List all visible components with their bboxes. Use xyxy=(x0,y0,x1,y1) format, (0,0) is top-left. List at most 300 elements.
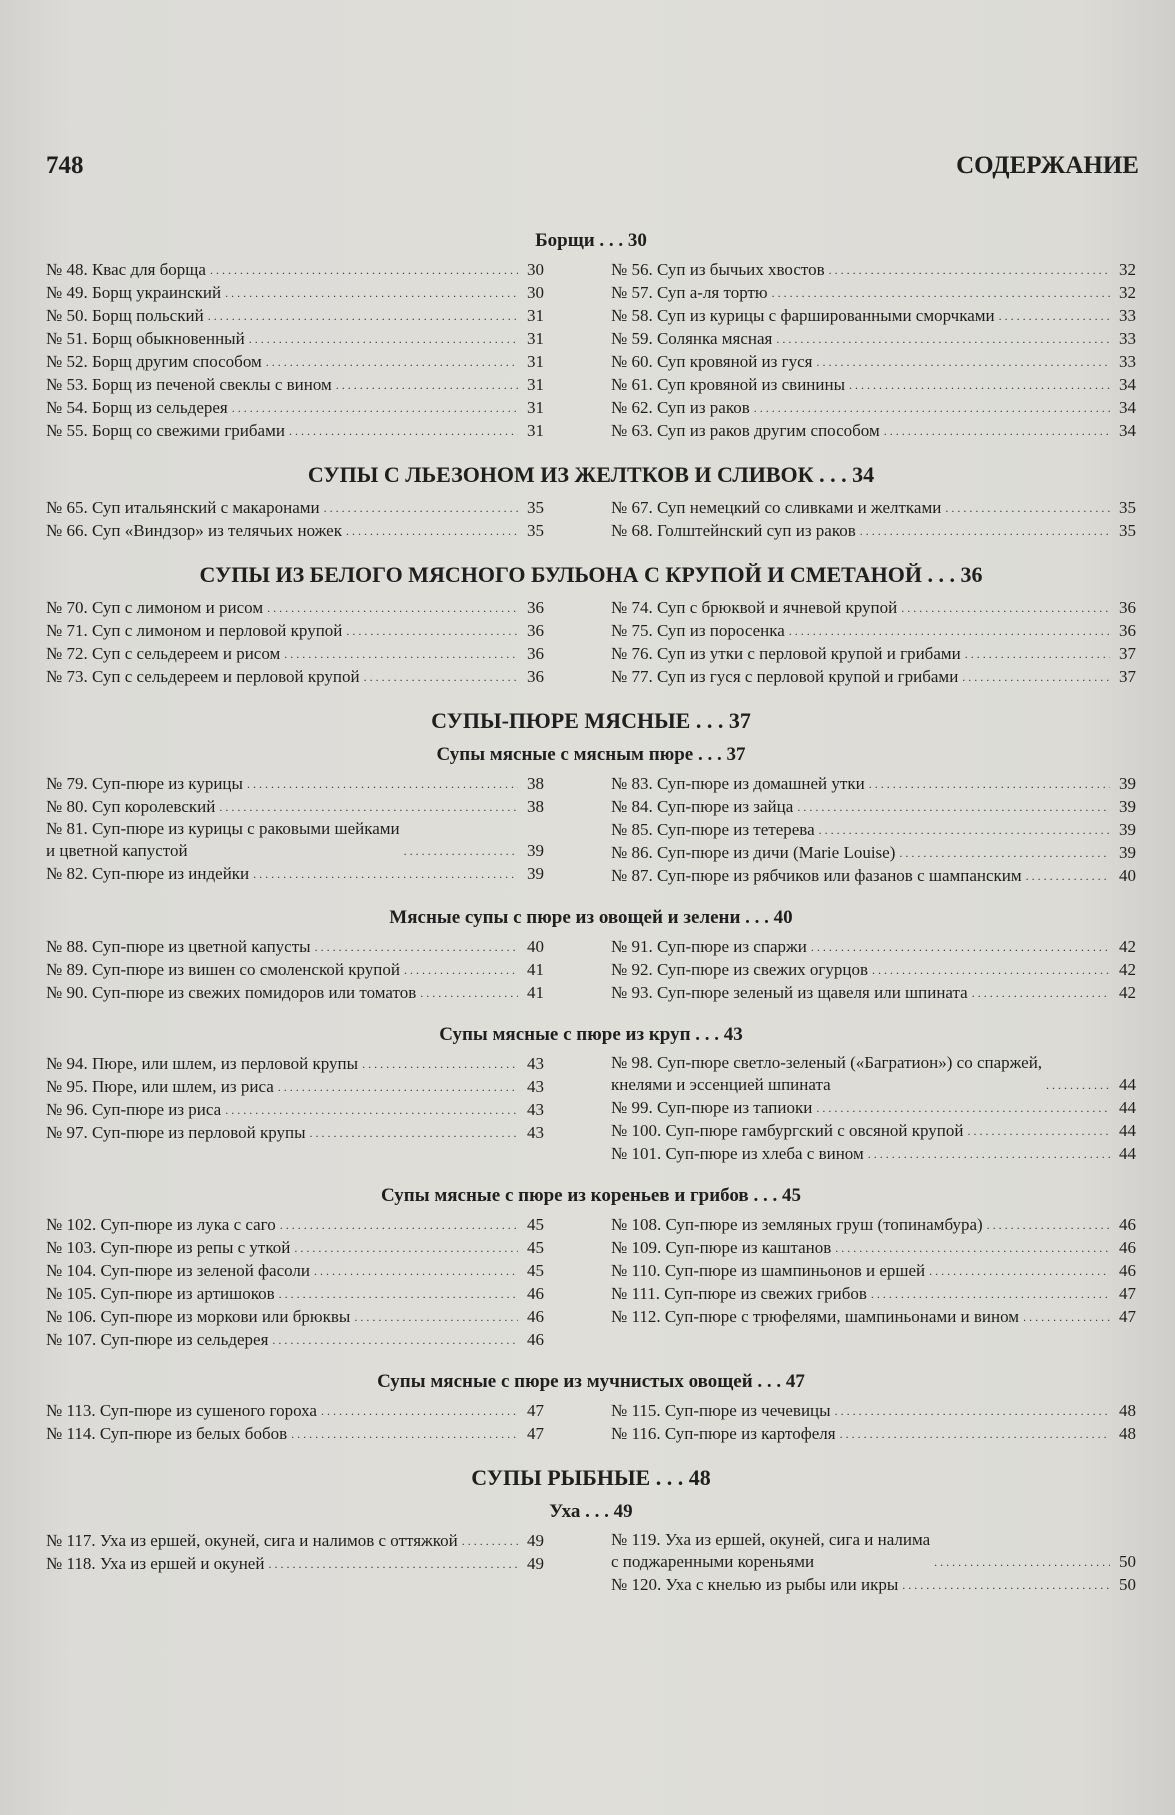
entry-page-number: 48 xyxy=(1119,1424,1136,1443)
toc-section xyxy=(46,706,1136,887)
entry-page-number: 43 xyxy=(527,1054,544,1073)
toc-entry[interactable] xyxy=(46,258,544,281)
toc-entry[interactable] xyxy=(46,396,544,419)
dot-leader xyxy=(1026,864,1110,887)
dot-leader xyxy=(819,818,1110,841)
dot-leader xyxy=(987,1213,1110,1236)
toc-entry[interactable] xyxy=(46,818,544,862)
dot-leader xyxy=(291,1422,518,1445)
entry-page-number: 43 xyxy=(527,1077,544,1096)
entry-page-number: 47 xyxy=(1119,1284,1136,1303)
toc-column-right xyxy=(611,1529,1136,1596)
entry-title: № 91. Суп-пюре из спаржи xyxy=(611,937,807,956)
toc-column-left xyxy=(46,1529,544,1596)
entry-title: № 113. Суп-пюре из сушеного гороха xyxy=(46,1401,317,1420)
toc-entry[interactable] xyxy=(611,304,1136,327)
toc-entry[interactable] xyxy=(611,1282,1136,1305)
entry-title: № 77. Суп из гуся с перловой крупой и грибами xyxy=(611,667,959,686)
entry-title: № 58. Суп из курицы с фаршированными сморчками xyxy=(611,306,995,325)
entry-title: № 56. Суп из бычьих хвостов xyxy=(611,260,825,279)
entry-title: № 97. Суп-пюре из перловой крупы xyxy=(46,1123,306,1142)
toc-column-right xyxy=(611,596,1136,688)
dot-leader xyxy=(247,772,518,795)
toc-columns xyxy=(46,1529,1136,1596)
dot-leader xyxy=(965,642,1110,665)
entry-title: № 120. Уха с кнелью из рыбы или икры xyxy=(611,1575,899,1594)
entry-title: № 48. Квас для борща xyxy=(46,260,206,279)
toc-entry[interactable] xyxy=(46,862,544,885)
entry-title: № 66. Суп «Виндзор» из телячьих ножек xyxy=(46,521,342,540)
dot-leader xyxy=(462,1529,518,1552)
dot-leader xyxy=(219,795,518,818)
toc-column-left xyxy=(46,935,544,1004)
toc-entry[interactable] xyxy=(611,772,1136,795)
entry-title: № 59. Солянка мясная xyxy=(611,329,773,348)
entry-page-number: 49 xyxy=(527,1531,544,1550)
subsection-heading: Уха . . . 49 xyxy=(549,1501,633,1522)
dot-leader xyxy=(249,327,518,350)
dot-leader xyxy=(902,1573,1110,1596)
toc-section xyxy=(46,1183,1136,1351)
toc-entry[interactable] xyxy=(46,1552,544,1575)
page-header xyxy=(46,152,1139,180)
entry-page-number: 34 xyxy=(1119,375,1136,394)
dot-leader xyxy=(364,665,518,688)
entry-title: № 105. Суп-пюре из артишоков xyxy=(46,1284,275,1303)
toc-columns xyxy=(46,1399,1136,1445)
toc-entry[interactable] xyxy=(611,396,1136,419)
entry-title: № 87. Суп-пюре из рябчиков или фазанов с шампанским xyxy=(611,866,1022,885)
entry-title: № 81. Суп-пюре из курицы с раковыми шейками и цветной капустой xyxy=(46,819,400,860)
section-heading: СУПЫ-ПЮРЕ МЯСНЫЕ . . . 37 xyxy=(431,708,751,733)
entry-page-number: 42 xyxy=(1119,983,1136,1002)
entry-title: № 96. Суп-пюре из риса xyxy=(46,1100,222,1119)
entry-page-number: 30 xyxy=(527,260,544,279)
toc-entry[interactable] xyxy=(46,772,544,795)
toc-entry[interactable] xyxy=(46,1213,544,1236)
entry-title: № 70. Суп с лимоном и рисом xyxy=(46,598,264,617)
dot-leader xyxy=(869,772,1110,795)
entry-page-number: 33 xyxy=(1119,352,1136,371)
toc-columns xyxy=(46,1052,1136,1165)
section-heading: СУПЫ РЫБНЫЕ . . . 48 xyxy=(471,1465,711,1490)
entry-page-number: 33 xyxy=(1119,329,1136,348)
dot-leader xyxy=(346,519,518,542)
dot-leader xyxy=(225,281,518,304)
subsection-heading: Супы мясные с мясным пюре . . . 37 xyxy=(436,744,746,765)
toc-entry[interactable] xyxy=(46,1422,544,1445)
toc-column-right xyxy=(611,1052,1136,1165)
toc-columns xyxy=(46,258,1136,442)
entry-page-number: 47 xyxy=(527,1424,544,1443)
toc-section xyxy=(46,560,1136,688)
toc-entry[interactable] xyxy=(611,1119,1136,1142)
toc-entry[interactable] xyxy=(46,350,544,373)
toc-entry[interactable] xyxy=(611,258,1136,281)
entry-title: № 90. Суп-пюре из свежих помидоров или томатов xyxy=(46,983,417,1002)
toc-entry[interactable] xyxy=(611,1399,1136,1422)
entry-page-number: 35 xyxy=(527,498,544,517)
dot-leader xyxy=(268,1552,518,1575)
toc-entry[interactable] xyxy=(611,1236,1136,1259)
entry-title: № 50. Борщ польский xyxy=(46,306,204,325)
toc-entry[interactable] xyxy=(611,596,1136,619)
dot-leader xyxy=(315,935,518,958)
toc-entry[interactable] xyxy=(46,1075,544,1098)
entry-page-number: 32 xyxy=(1119,283,1136,302)
toc-entry[interactable] xyxy=(46,642,544,665)
toc-entry[interactable] xyxy=(46,981,544,1004)
entry-title: № 86. Суп-пюре из дичи (Marie Louise) xyxy=(611,843,896,862)
entry-title: № 118. Уха из ершей и окуней xyxy=(46,1554,265,1573)
dot-leader xyxy=(272,1328,518,1351)
entry-title: № 60. Суп кровяной из гуся xyxy=(611,352,813,371)
entry-page-number: 39 xyxy=(1119,774,1136,793)
entry-title: № 103. Суп-пюре из репы с уткой xyxy=(46,1238,291,1257)
entry-page-number: 36 xyxy=(527,667,544,686)
entry-page-number: 30 xyxy=(527,283,544,302)
toc-columns xyxy=(46,772,1136,887)
entry-page-number: 46 xyxy=(527,1307,544,1326)
entry-page-number: 42 xyxy=(1119,960,1136,979)
dot-leader xyxy=(208,304,518,327)
entry-title: № 49. Борщ украинский xyxy=(46,283,222,302)
entry-title: № 65. Суп итальянский с макаронами xyxy=(46,498,320,517)
toc-entry[interactable] xyxy=(46,1529,544,1552)
dot-leader xyxy=(816,1096,1110,1119)
section-heading: СУПЫ ИЗ БЕЛОГО МЯСНОГО БУЛЬОНА С КРУПОЙ И СМЕТАНОЙ . . . 36 xyxy=(199,562,983,587)
dot-leader xyxy=(284,642,518,665)
toc-column-left xyxy=(46,596,544,688)
running-title: СОДЕРЖАНИЕ xyxy=(956,152,1139,179)
toc-entry[interactable] xyxy=(611,958,1136,981)
toc-entry[interactable] xyxy=(46,281,544,304)
dot-leader xyxy=(278,1075,518,1098)
toc-columns xyxy=(46,935,1136,1004)
toc-entry[interactable] xyxy=(611,619,1136,642)
dot-leader xyxy=(404,958,518,981)
entry-title: № 74. Суп с брюквой и ячневой крупой xyxy=(611,598,898,617)
entry-title: № 52. Борщ другим способом xyxy=(46,352,262,371)
entry-title: № 79. Суп-пюре из курицы xyxy=(46,774,243,793)
entry-page-number: 46 xyxy=(1119,1238,1136,1257)
dot-leader xyxy=(210,258,518,281)
entry-title: № 106. Суп-пюре из моркови или брюквы xyxy=(46,1307,351,1326)
toc-entry[interactable] xyxy=(46,1305,544,1328)
dot-leader xyxy=(253,862,518,885)
dot-leader xyxy=(321,1399,518,1422)
toc-entry[interactable] xyxy=(46,1098,544,1121)
dot-leader xyxy=(811,935,1110,958)
entry-title: № 53. Борщ из печеной свеклы с вином xyxy=(46,375,332,394)
entry-page-number: 37 xyxy=(1119,644,1136,663)
dot-leader xyxy=(310,1121,518,1144)
toc-entry[interactable] xyxy=(611,1573,1136,1596)
toc-entry[interactable] xyxy=(611,1052,1136,1096)
toc-entry[interactable] xyxy=(46,373,544,396)
page-number: 748 xyxy=(46,152,84,179)
entry-page-number: 31 xyxy=(527,329,544,348)
toc-entry[interactable] xyxy=(46,1328,544,1351)
entry-page-number: 47 xyxy=(527,1401,544,1420)
toc-entry[interactable] xyxy=(611,864,1136,887)
entry-page-number: 33 xyxy=(1119,306,1136,325)
toc-column-right xyxy=(611,772,1136,887)
toc-entry[interactable] xyxy=(611,327,1136,350)
entry-page-number: 45 xyxy=(527,1238,544,1257)
toc-column-right xyxy=(611,258,1136,442)
entry-page-number: 39 xyxy=(1119,820,1136,839)
subsection-heading: Борщи . . . 30 xyxy=(535,230,647,251)
entry-title: № 115. Суп-пюре из чечевицы xyxy=(611,1401,831,1420)
entry-title: № 88. Суп-пюре из цветной капусты xyxy=(46,937,311,956)
toc-entry[interactable] xyxy=(611,665,1136,688)
entry-title: № 89. Суп-пюре из вишен со смоленской крупой xyxy=(46,960,400,979)
toc-entry[interactable] xyxy=(611,1422,1136,1445)
entry-title: № 107. Суп-пюре из сельдерея xyxy=(46,1330,269,1349)
toc-entry[interactable] xyxy=(611,373,1136,396)
toc-entry[interactable] xyxy=(46,1399,544,1422)
toc-entry[interactable] xyxy=(46,327,544,350)
entry-title: № 104. Суп-пюре из зеленой фасоли xyxy=(46,1261,310,1280)
entry-title: № 100. Суп-пюре гамбургский с овсяной крупой xyxy=(611,1121,964,1140)
dot-leader xyxy=(354,1305,518,1328)
entry-page-number: 44 xyxy=(1119,1144,1136,1163)
table-of-contents xyxy=(46,228,1136,1614)
toc-section xyxy=(46,228,1136,442)
toc-columns xyxy=(46,1213,1136,1351)
toc-entry[interactable] xyxy=(46,1121,544,1144)
entry-page-number: 46 xyxy=(1119,1261,1136,1280)
entry-page-number: 36 xyxy=(527,644,544,663)
dot-leader xyxy=(362,1052,518,1075)
dot-leader xyxy=(1023,1305,1110,1328)
entry-title: № 114. Суп-пюре из белых бобов xyxy=(46,1424,288,1443)
toc-entry[interactable] xyxy=(46,496,544,519)
entry-title: № 95. Пюре, или шлем, из риса xyxy=(46,1077,274,1096)
subsection-heading: Супы мясные с пюре из кореньев и грибов . . . 45 xyxy=(381,1185,801,1206)
toc-entry[interactable] xyxy=(611,935,1136,958)
dot-leader xyxy=(929,1259,1110,1282)
dot-leader xyxy=(962,665,1110,688)
section-heading: СУПЫ С ЛЬЕЗОНОМ ИЗ ЖЕЛТКОВ И СЛИВОК . . . 34 xyxy=(307,462,875,487)
toc-entry[interactable] xyxy=(611,496,1136,519)
dot-leader xyxy=(280,1213,518,1236)
entry-title: № 117. Уха из ершей, окуней, сига и налимов с оттяжкой xyxy=(46,1531,458,1550)
entry-page-number: 40 xyxy=(1119,866,1136,885)
dot-leader xyxy=(776,327,1110,350)
dot-leader xyxy=(899,841,1110,864)
dot-leader xyxy=(404,839,518,862)
toc-entry[interactable] xyxy=(46,519,544,542)
entry-page-number: 39 xyxy=(527,864,544,883)
toc-entry[interactable] xyxy=(611,1096,1136,1119)
entry-page-number: 39 xyxy=(1119,797,1136,816)
entry-page-number: 31 xyxy=(527,306,544,325)
entry-page-number: 45 xyxy=(527,1261,544,1280)
toc-entry[interactable] xyxy=(46,1052,544,1075)
toc-entry[interactable] xyxy=(46,958,544,981)
toc-entry[interactable] xyxy=(46,935,544,958)
dot-leader xyxy=(289,419,518,442)
entry-title: № 73. Суп с сельдереем и перловой крупой xyxy=(46,667,360,686)
dot-leader xyxy=(279,1282,518,1305)
entry-title: № 72. Суп с сельдереем и рисом xyxy=(46,644,281,663)
entry-title: № 109. Суп-пюре из каштанов xyxy=(611,1238,832,1257)
entry-page-number: 32 xyxy=(1119,260,1136,279)
entry-page-number: 44 xyxy=(1119,1121,1136,1140)
dot-leader xyxy=(884,419,1110,442)
dot-leader xyxy=(934,1550,1110,1573)
entry-title: № 93. Суп-пюре зеленый из щавеля или шпината xyxy=(611,983,968,1002)
toc-entry[interactable] xyxy=(611,818,1136,841)
entry-page-number: 49 xyxy=(527,1554,544,1573)
toc-entry[interactable] xyxy=(46,419,544,442)
entry-page-number: 31 xyxy=(527,375,544,394)
entry-page-number: 36 xyxy=(527,598,544,617)
dot-leader xyxy=(772,281,1110,304)
dot-leader xyxy=(868,1142,1110,1165)
entry-page-number: 37 xyxy=(1119,667,1136,686)
entry-title: № 80. Суп королевский xyxy=(46,797,216,816)
subsection-heading: Супы мясные с пюре из мучнистых овощей . . . 47 xyxy=(377,1371,805,1392)
entry-page-number: 36 xyxy=(1119,621,1136,640)
toc-entry[interactable] xyxy=(611,519,1136,542)
dot-leader xyxy=(266,350,518,373)
toc-entry[interactable] xyxy=(46,1236,544,1259)
entry-page-number: 46 xyxy=(1119,1215,1136,1234)
toc-entry[interactable] xyxy=(46,619,544,642)
dot-leader xyxy=(849,373,1110,396)
dot-leader xyxy=(314,1259,518,1282)
toc-entry[interactable] xyxy=(611,350,1136,373)
entry-page-number: 35 xyxy=(527,521,544,540)
entry-title: № 84. Суп-пюре из зайца xyxy=(611,797,794,816)
entry-title: № 94. Пюре, или шлем, из перловой крупы xyxy=(46,1054,359,1073)
entry-title: № 82. Суп-пюре из индейки xyxy=(46,864,250,883)
entry-title: № 75. Суп из поросенка xyxy=(611,621,785,640)
toc-section xyxy=(46,460,1136,542)
toc-entry[interactable] xyxy=(611,281,1136,304)
entry-page-number: 38 xyxy=(527,797,544,816)
entry-title: № 112. Суп-пюре с трюфелями, шампиньонами и вином xyxy=(611,1307,1020,1326)
toc-entry[interactable] xyxy=(611,1529,1136,1573)
dot-leader xyxy=(797,795,1110,818)
entry-page-number: 42 xyxy=(1119,937,1136,956)
dot-leader xyxy=(840,1422,1110,1445)
entry-title: № 85. Суп-пюре из тетерева xyxy=(611,820,815,839)
toc-entry[interactable] xyxy=(611,1259,1136,1282)
entry-title: № 71. Суп с лимоном и перловой крупой xyxy=(46,621,343,640)
toc-entry[interactable] xyxy=(611,795,1136,818)
entry-title: № 101. Суп-пюре из хлеба с вином xyxy=(611,1144,864,1163)
entry-page-number: 36 xyxy=(1119,598,1136,617)
toc-entry[interactable] xyxy=(46,795,544,818)
dot-leader xyxy=(835,1236,1110,1259)
dot-leader xyxy=(232,396,518,419)
toc-column-left xyxy=(46,1213,544,1351)
entry-title: № 92. Суп-пюре из свежих огурцов xyxy=(611,960,869,979)
toc-section xyxy=(46,905,1136,1004)
toc-column-left xyxy=(46,1399,544,1445)
entry-page-number: 38 xyxy=(527,774,544,793)
dot-leader xyxy=(860,519,1110,542)
entry-title: № 67. Суп немецкий со сливками и желтками xyxy=(611,498,942,517)
toc-column-left xyxy=(46,496,544,542)
toc-column-right xyxy=(611,496,1136,542)
entry-title: № 76. Суп из утки с перловой крупой и грибами xyxy=(611,644,961,663)
toc-column-left xyxy=(46,1052,544,1165)
entry-page-number: 50 xyxy=(1119,1575,1136,1594)
toc-entry[interactable] xyxy=(611,1142,1136,1165)
toc-entry[interactable] xyxy=(611,419,1136,442)
toc-entry[interactable] xyxy=(611,1305,1136,1328)
toc-entry[interactable] xyxy=(46,596,544,619)
toc-column-left xyxy=(46,258,544,442)
dot-leader xyxy=(999,304,1110,327)
entry-title: № 119. Уха из ершей, окуней, сига и налима с поджаренными кореньями xyxy=(611,1530,931,1571)
toc-entry[interactable] xyxy=(611,841,1136,864)
entry-title: № 54. Борщ из сельдерея xyxy=(46,398,228,417)
entry-page-number: 48 xyxy=(1119,1401,1136,1420)
dot-leader xyxy=(829,258,1110,281)
dot-leader xyxy=(420,981,518,1004)
entry-page-number: 43 xyxy=(527,1123,544,1142)
entry-title: № 55. Борщ со свежими грибами xyxy=(46,421,285,440)
entry-page-number: 50 xyxy=(1119,1552,1136,1571)
subsection-heading: Мясные супы с пюре из овощей и зелени . . . 40 xyxy=(389,907,793,928)
entry-page-number: 31 xyxy=(527,421,544,440)
entry-title: № 62. Суп из раков xyxy=(611,398,750,417)
toc-entry[interactable] xyxy=(46,1259,544,1282)
entry-page-number: 34 xyxy=(1119,398,1136,417)
entry-page-number: 34 xyxy=(1119,421,1136,440)
toc-entry[interactable] xyxy=(46,1282,544,1305)
toc-entry[interactable] xyxy=(611,981,1136,1004)
entry-title: № 110. Суп-пюре из шампиньонов и ершей xyxy=(611,1261,926,1280)
dot-leader xyxy=(872,958,1110,981)
toc-entry[interactable] xyxy=(46,665,544,688)
entry-page-number: 39 xyxy=(1119,843,1136,862)
dot-leader xyxy=(225,1098,518,1121)
entry-page-number: 43 xyxy=(527,1100,544,1119)
toc-columns xyxy=(46,496,1136,542)
entry-page-number: 39 xyxy=(527,841,544,860)
entry-page-number: 44 xyxy=(1119,1075,1136,1094)
toc-columns xyxy=(46,596,1136,688)
entry-title: № 116. Суп-пюре из картофеля xyxy=(611,1424,836,1443)
entry-page-number: 31 xyxy=(527,398,544,417)
entry-title: № 111. Суп-пюре из свежих грибов xyxy=(611,1284,867,1303)
toc-column-right xyxy=(611,935,1136,1004)
entry-title: № 83. Суп-пюре из домашней утки xyxy=(611,774,865,793)
dot-leader xyxy=(294,1236,518,1259)
toc-section xyxy=(46,1369,1136,1445)
toc-entry[interactable] xyxy=(611,642,1136,665)
toc-entry[interactable] xyxy=(46,304,544,327)
dot-leader xyxy=(871,1282,1110,1305)
entry-page-number: 31 xyxy=(527,352,544,371)
toc-column-left xyxy=(46,772,544,887)
entry-page-number: 36 xyxy=(527,621,544,640)
toc-entry[interactable] xyxy=(611,1213,1136,1236)
dot-leader xyxy=(816,350,1110,373)
dot-leader xyxy=(901,596,1110,619)
entry-page-number: 46 xyxy=(527,1330,544,1349)
toc-section xyxy=(46,1022,1136,1165)
entry-title: № 63. Суп из раков другим способом xyxy=(611,421,880,440)
dot-leader xyxy=(336,373,518,396)
